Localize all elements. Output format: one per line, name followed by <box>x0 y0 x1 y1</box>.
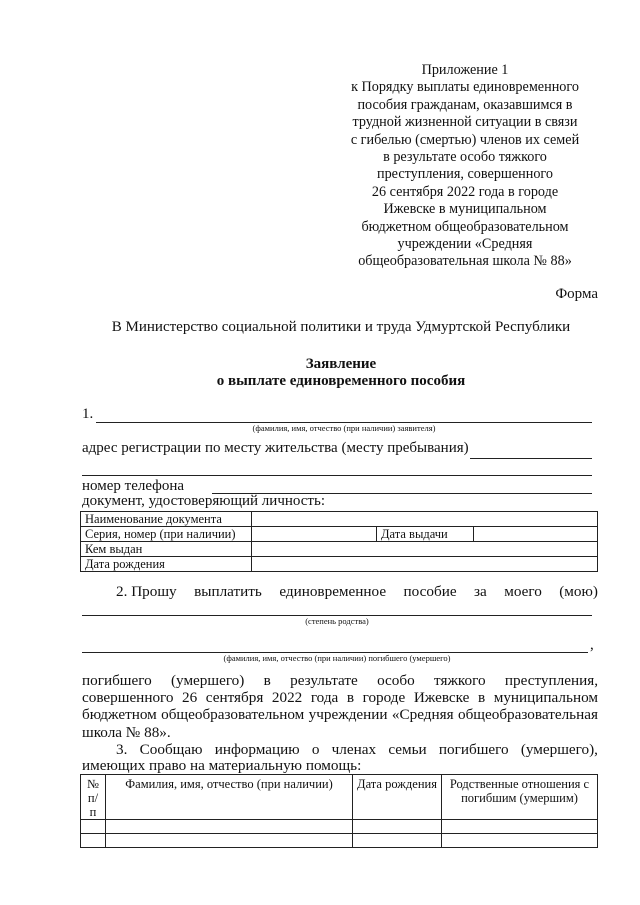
addressee: В Министерство социальной политики и труда Удмуртской Республики <box>111 319 571 335</box>
id-doc-label: документ, удостоверяющий личность: <box>82 493 325 509</box>
paragraph-line <box>82 689 598 706</box>
address-line-1[interactable] <box>470 458 592 459</box>
word: «Средняя <box>391 706 454 724</box>
appendix-line: учреждении «Средняя <box>397 236 533 253</box>
family-cell[interactable] <box>81 834 106 848</box>
word: (умершего) <box>171 672 245 689</box>
issue-date-label: Дата выдачи <box>377 527 474 542</box>
section-number: 1. <box>82 406 94 422</box>
issue-date-value[interactable] <box>474 527 598 542</box>
comma: , <box>590 637 594 653</box>
appendix-line: бюджетном общеобразовательном <box>361 218 569 235</box>
appendix-line: к Порядку выплаты единовременного <box>351 79 579 96</box>
phone-label: номер телефона <box>82 478 185 494</box>
series-value[interactable] <box>252 527 377 542</box>
word: Ижевске <box>413 689 470 707</box>
request-word: единовременное <box>279 583 387 600</box>
family-cell[interactable] <box>442 834 598 848</box>
word: 2022 <box>271 689 303 707</box>
request-word: (мою) <box>559 583 598 600</box>
paragraph-last-line: школа № 88». <box>82 723 171 741</box>
issued-by-value[interactable] <box>252 542 598 557</box>
family-table <box>80 774 598 848</box>
address-line-2[interactable] <box>82 475 592 476</box>
word: членах <box>331 741 377 758</box>
word: муниципальном <box>493 689 598 707</box>
relation-caption: (степень родства) <box>305 616 369 626</box>
word: тяжкого <box>434 672 486 689</box>
family-line-2: имеющих право на материальную помощь: <box>82 757 362 774</box>
appendix-line: трудной жизненной ситуации в связи <box>352 114 578 131</box>
request-word: пособие <box>403 583 457 600</box>
form-label: Форма <box>555 286 598 302</box>
family-cell[interactable] <box>442 820 598 834</box>
doc-name-label: Наименование документа <box>81 512 252 527</box>
word: погибшего <box>438 741 509 758</box>
doc-name-value[interactable] <box>252 512 598 527</box>
word: бюджетном <box>82 706 157 724</box>
appendix-line: в результате особо тяжкого <box>383 149 547 166</box>
request-word: выплатить <box>194 583 262 600</box>
request-word: 2. Прошу <box>116 583 177 600</box>
request-paragraph <box>82 672 598 741</box>
document-title <box>0 356 640 390</box>
word: общеобразовательная <box>457 706 598 724</box>
word: совершенного <box>82 689 174 707</box>
word: в <box>263 672 271 689</box>
request-word: моего <box>504 583 542 600</box>
appendix-line: Ижевске в муниципальном <box>383 201 547 218</box>
title-line: о выплате единовременного пособия <box>216 373 466 389</box>
appendix-line: общеобразовательная школа № 88» <box>358 253 572 270</box>
word: года <box>310 689 339 707</box>
word: семьи <box>388 741 427 758</box>
header-relation: Родственные отношения с погибшим (умершим) <box>442 775 598 820</box>
word: сентября <box>205 689 264 707</box>
family-cell[interactable] <box>81 820 106 834</box>
applicant-name-caption: (фамилия, имя, отчество (при наличии) заявителя) <box>252 423 436 433</box>
issued-by-label: Кем выдан <box>81 542 252 557</box>
birth-date-label: Дата рождения <box>81 557 252 572</box>
birth-date-value[interactable] <box>252 557 598 572</box>
paragraph-line <box>82 672 598 689</box>
word: о <box>311 741 320 758</box>
appendix-line: преступления, совершенного <box>377 166 553 183</box>
appendix-line: 26 сентября 2022 года в городе <box>371 183 559 200</box>
header-fio: Фамилия, имя, отчество (при наличии) <box>106 775 353 820</box>
word: (умершего), <box>520 741 598 758</box>
word: особо <box>377 672 415 689</box>
family-cell[interactable] <box>353 820 442 834</box>
word: городе <box>362 689 406 707</box>
title-line: Заявление <box>305 356 377 372</box>
appendix-line: с гибелью (смертью) членов их семей <box>350 131 580 148</box>
word: Сообщаю <box>139 741 203 758</box>
series-label: Серия, номер (при наличии) <box>81 527 252 542</box>
family-line <box>116 741 598 758</box>
family-cell[interactable] <box>353 834 442 848</box>
id-document-table <box>80 511 598 572</box>
word: в <box>477 689 486 707</box>
family-cell[interactable] <box>106 834 353 848</box>
word: учреждении <box>308 706 388 724</box>
appendix-block <box>330 62 600 271</box>
request-line <box>116 583 598 600</box>
word: 3. <box>116 741 128 758</box>
header-birth: Дата рождения <box>353 775 442 820</box>
word: информацию <box>214 741 300 758</box>
word: в <box>346 689 355 707</box>
word: преступления, <box>504 672 598 689</box>
address-label: адрес регистрации по месту жительства (месту пребывания) <box>82 440 469 456</box>
word: погибшего <box>82 672 152 689</box>
word: результате <box>290 672 358 689</box>
appendix-line: пособия гражданам, оказавшимся в <box>357 96 573 113</box>
request-word: за <box>474 583 487 600</box>
appendix-line: Приложение 1 <box>421 62 509 78</box>
paragraph-line <box>82 706 598 723</box>
family-cell[interactable] <box>106 820 353 834</box>
word: общеобразовательном <box>161 706 305 724</box>
word: 26 <box>182 689 198 707</box>
deceased-name-caption: (фамилия, имя, отчество (при наличии) погибшего (умершего) <box>223 653 451 663</box>
header-num: № п/п <box>81 775 106 820</box>
